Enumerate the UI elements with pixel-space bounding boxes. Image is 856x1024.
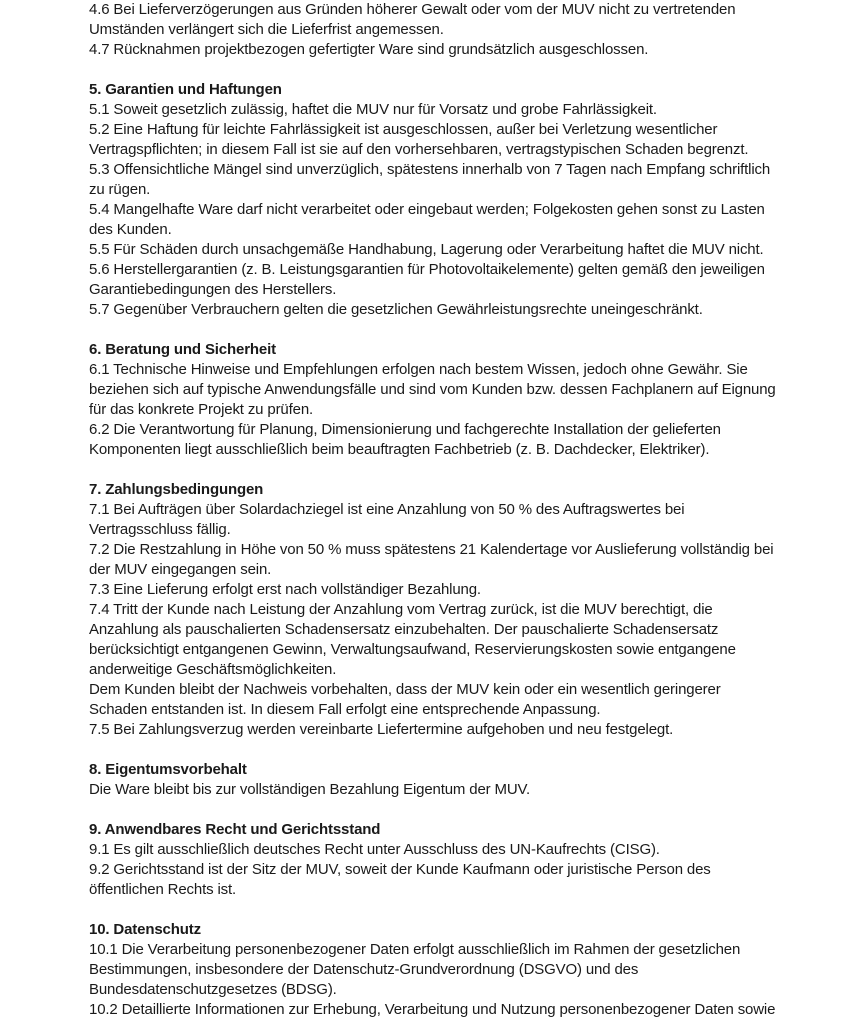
section-8 <box>89 760 829 800</box>
clause-line: 5.1 Soweit gesetzlich zulässig, haftet die MUV nur für Vorsatz und grobe Fahrlässigkeit. <box>89 101 657 118</box>
clause-line: Vertragsschluss fällig. <box>89 521 231 538</box>
clause <box>89 840 829 860</box>
clause-line: anderweitige Geschäftsmöglichkeiten. <box>89 661 337 678</box>
clause <box>89 720 829 740</box>
clause <box>89 120 829 160</box>
section-6 <box>89 340 829 460</box>
clause <box>89 200 829 240</box>
clause-line: Dem Kunden bleibt der Nachweis vorbehalten, dass der MUV kein oder ein wesentlich geringerer <box>89 681 721 698</box>
clause <box>89 940 829 1000</box>
clause-line: 5.4 Mangelhafte Ware darf nicht verarbeitet oder eingebaut werden; Folgekosten gehen sonst zu Lasten <box>89 201 765 218</box>
clause-line: Komponenten liegt ausschließlich beim beauftragten Fachbetrieb (z. B. Dachdecker, Elektriker). <box>89 441 710 458</box>
clause-line: 9.2 Gerichtsstand ist der Sitz der MUV, soweit der Kunde Kaufmann oder juristische Person des <box>89 861 711 878</box>
clause-line: 4.7 Rücknahmen projektbezogen gefertigter Ware sind grundsätzlich ausgeschlossen. <box>89 41 649 58</box>
clause-line: berücksichtigt entgangenen Gewinn, Verwaltungsaufwand, Reservierungskosten sowie entgangene <box>89 641 736 658</box>
section-heading: 8. Eigentumsvorbehalt <box>89 761 247 778</box>
clause-line: 7.5 Bei Zahlungsverzug werden vereinbarte Liefertermine aufgehoben und neu festgelegt. <box>89 721 674 738</box>
clause <box>89 240 829 260</box>
clause <box>89 40 829 60</box>
clause-line: 7.3 Eine Lieferung erfolgt erst nach vollständiger Bezahlung. <box>89 581 481 598</box>
clause <box>89 600 829 680</box>
section-heading: 5. Garantien und Haftungen <box>89 81 282 98</box>
section-10 <box>89 920 829 1020</box>
clause-line: 5.3 Offensichtliche Mängel sind unverzüglich, spätestens innerhalb von 7 Tagen nach Empfang schriftlich <box>89 161 771 178</box>
clause-line: 10.2 Detaillierte Informationen zur Erhebung, Verarbeitung und Nutzung personenbezogener Daten sowie <box>89 1001 776 1018</box>
section-5 <box>89 80 829 320</box>
clause-line: Anzahlung als pauschalierten Schadensersatz einzubehalten. Der pauschalierte Schadensersatz <box>89 621 719 638</box>
clause-line: Schaden entstanden ist. In diesem Fall erfolgt eine entsprechende Anpassung. <box>89 701 601 718</box>
clause-line: öffentlichen Rechts ist. <box>89 881 237 898</box>
clause <box>89 300 829 320</box>
clause <box>89 100 829 120</box>
clause-line: des Kunden. <box>89 221 172 238</box>
clause <box>89 160 829 200</box>
clause-line: 7.2 Die Restzahlung in Höhe von 50 % muss spätestens 21 Kalendertage vor Auslieferung vollständig bei <box>89 541 774 558</box>
clause-line: Umständen verlängert sich die Lieferfrist angemessen. <box>89 21 444 38</box>
section-heading: 6. Beratung und Sicherheit <box>89 341 276 358</box>
section-heading: 7. Zahlungsbedingungen <box>89 481 264 498</box>
clause <box>89 680 829 720</box>
clause-line: Vertragspflichten; in diesem Fall ist sie auf den vorhersehbaren, vertragstypischen Schaden begrenzt. <box>89 141 749 158</box>
clause-line: 5.5 Für Schäden durch unsachgemäße Handhabung, Lagerung oder Verarbeitung haftet die MUV nicht. <box>89 241 764 258</box>
clause-line: 10.1 Die Verarbeitung personenbezogener Daten erfolgt ausschließlich im Rahmen der gesetzlichen <box>89 941 741 958</box>
clause-line: beziehen sich auf typische Anwendungsfälle und sind vom Kunden bzw. dessen Fachplanern auf Eignung <box>89 381 776 398</box>
clause-line: 6.2 Die Verantwortung für Planung, Dimensionierung und fachgerechte Installation der gelieferten <box>89 421 721 438</box>
section-9 <box>89 820 829 900</box>
clause <box>89 360 829 420</box>
section-4-cont <box>89 0 829 60</box>
section-heading: 9. Anwendbares Recht und Gerichtsstand <box>89 821 381 838</box>
clause <box>89 500 829 540</box>
clause <box>89 1000 829 1020</box>
clause-line: 7.1 Bei Aufträgen über Solardachziegel ist eine Anzahlung von 50 % des Auftragswertes bei <box>89 501 685 518</box>
section-7 <box>89 480 829 740</box>
clause <box>89 860 829 900</box>
clause-line: zu rügen. <box>89 181 151 198</box>
clause <box>89 260 829 300</box>
clause-line: für das konkrete Projekt zu prüfen. <box>89 401 314 418</box>
clause-line: Bestimmungen, insbesondere der Datenschutz-Grundverordnung (DSGVO) und des <box>89 961 639 978</box>
clause-line: 5.7 Gegenüber Verbrauchern gelten die gesetzlichen Gewährleistungsrechte uneingeschränkt. <box>89 301 703 318</box>
clause-line: 5.6 Herstellergarantien (z. B. Leistungsgarantien für Photovoltaikelemente) gelten gemäß den jeweiligen <box>89 261 765 278</box>
clause-line: Die Ware bleibt bis zur vollständigen Bezahlung Eigentum der MUV. <box>89 781 531 798</box>
clause-line: 5.2 Eine Haftung für leichte Fahrlässigkeit ist ausgeschlossen, außer bei Verletzung wesentlicher <box>89 121 718 138</box>
clause-line: Bundesdatenschutzgesetzes (BDSG). <box>89 981 337 998</box>
clause <box>89 0 829 40</box>
clause <box>89 540 829 580</box>
clause-line: 7.4 Tritt der Kunde nach Leistung der Anzahlung vom Vertrag zurück, ist die MUV berechtigt, die <box>89 601 713 618</box>
clause <box>89 420 829 460</box>
clause <box>89 580 829 600</box>
clause-line: 4.6 Bei Lieferverzögerungen aus Gründen höherer Gewalt oder vom der MUV nicht zu vertretenden <box>89 1 736 18</box>
terms-document <box>89 0 829 1020</box>
section-heading: 10. Datenschutz <box>89 921 201 938</box>
clause-line: 6.1 Technische Hinweise und Empfehlungen erfolgen nach bestem Wissen, jedoch ohne Gewähr. Sie <box>89 361 748 378</box>
clause <box>89 780 829 800</box>
clause-line: Garantiebedingungen des Herstellers. <box>89 281 337 298</box>
clause-line: der MUV eingegangen sein. <box>89 561 272 578</box>
clause-line: 9.1 Es gilt ausschließlich deutsches Recht unter Ausschluss des UN-Kaufrechts (CISG). <box>89 841 660 858</box>
